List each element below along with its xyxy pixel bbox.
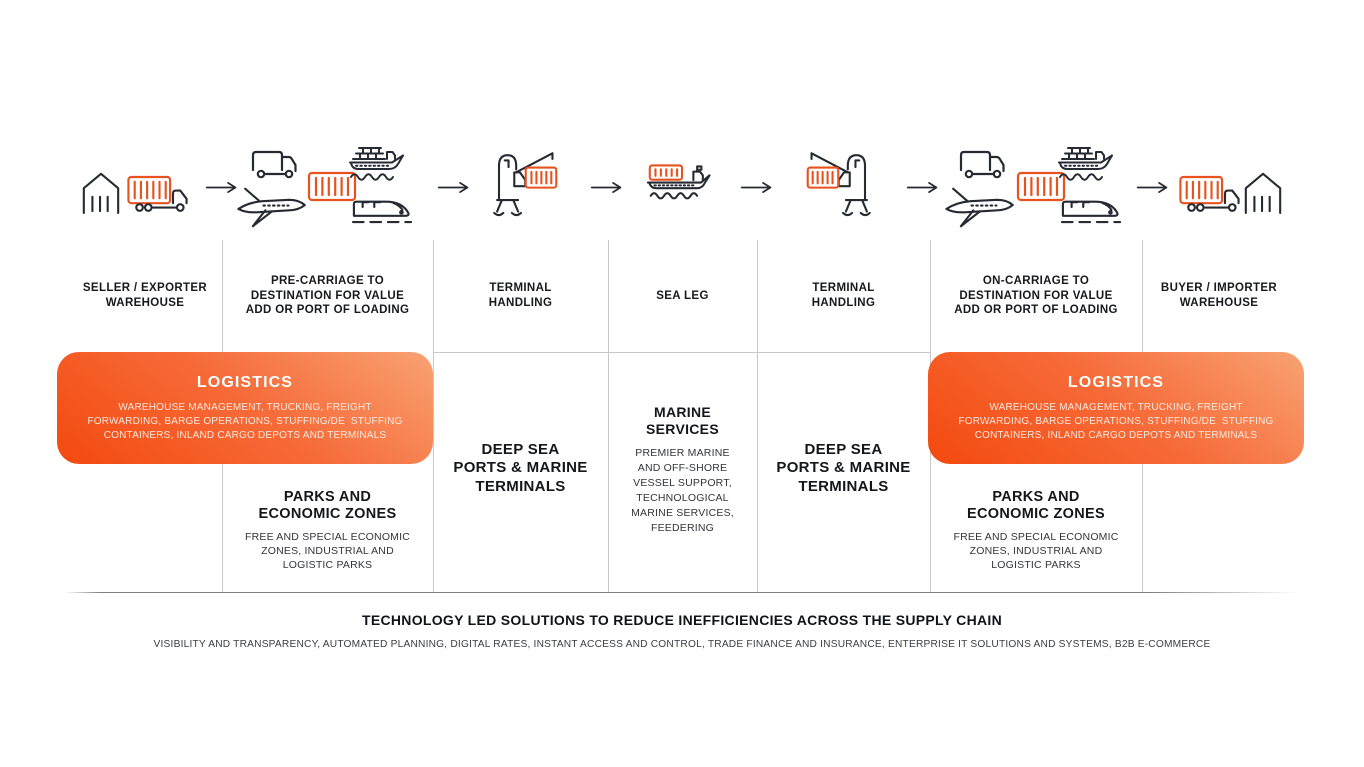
parks-economic-zones-right <box>930 489 1142 573</box>
container-truck-icon <box>1178 170 1240 215</box>
row-divider <box>433 352 930 353</box>
deep-sea-title-line: PORTS & MARINE <box>776 459 911 477</box>
marine-body-line: AND OFF-SHORE <box>637 461 728 474</box>
cargo-ship-icon <box>1056 144 1118 190</box>
logistics-body-line: FORWARDING, BARGE OPERATIONS, STUFFING/DE STUFFING <box>958 415 1274 427</box>
deep-sea-title <box>433 441 608 496</box>
stage-label-terminal-handling-2 <box>757 240 930 352</box>
crane-container-icon <box>478 142 562 218</box>
stage-label-sea-leg <box>608 240 757 352</box>
marine-body-line: FEEDERING <box>650 521 715 534</box>
stage-label-on-carriage <box>930 240 1142 352</box>
parks-body-line: LOGISTIC PARKS <box>282 558 373 571</box>
parks-body <box>222 531 433 573</box>
deep-sea-title-line: PORTS & MARINE <box>453 459 588 477</box>
logistics-body-line: FORWARDING, BARGE OPERATIONS, STUFFING/DE STUFFING <box>87 415 403 427</box>
marine-body-line: PREMIER MARINE <box>635 447 730 460</box>
parks-title-line: ECONOMIC ZONES <box>967 506 1105 523</box>
parks-title-line: PARKS AND <box>283 489 372 505</box>
stage-label-line: WAREHOUSE <box>105 297 185 309</box>
stage-label-line: ADD OR PORT OF LOADING <box>245 304 410 317</box>
deep-sea-title-line: DEEP SEA <box>481 441 560 458</box>
stage-label-pre-carriage <box>222 240 433 352</box>
deep-sea-ports-right <box>757 441 930 496</box>
flow-arrow-icon <box>437 181 471 194</box>
airplane-icon <box>941 182 1023 232</box>
container-truck-icon <box>126 170 188 215</box>
stage-label-line: DESTINATION FOR VALUE <box>959 289 1113 302</box>
parks-body-line: ZONES, INDUSTRIAL AND <box>261 545 394 558</box>
footer-title: TECHNOLOGY LED SOLUTIONS TO REDUCE INEFFICIENCIES ACROSS THE SUPPLY CHAIN <box>361 612 1003 628</box>
deep-sea-title-line: DEEP SEA <box>804 441 883 458</box>
stage-label-line: PRE-CARRIAGE TO <box>270 275 385 288</box>
stage-label-line: WAREHOUSE <box>1179 297 1259 309</box>
logistics-body <box>958 401 1273 443</box>
stage-label-line: BUYER / IMPORTER <box>1160 282 1278 295</box>
logistics-body-line: CONTAINERS, INLAND CARGO DEPOTS AND TERMINALS <box>103 429 387 441</box>
stage-label-line: TERMINAL <box>812 282 875 295</box>
flow-arrow-icon <box>740 181 774 194</box>
flow-arrow-icon <box>590 181 624 194</box>
warehouse-icon <box>80 169 122 215</box>
flow-arrow-icon <box>906 181 940 194</box>
deep-sea-title-line: TERMINALS <box>475 477 566 495</box>
container-ship-icon <box>646 160 718 206</box>
stage-label-terminal-handling-1 <box>433 240 608 352</box>
footer-subtitle: VISIBILITY AND TRANSPARENCY, AUTOMATED PLANNING, DIGITAL RATES, INSTANT ACCESS AND CONTROL, TRADE FINANCE AND INSURANCE, ENTERPRISE IT SOLUTIONS AND SYSTEMS, B2B E-COMMERCE <box>153 639 1211 650</box>
logistics-card-left <box>57 352 433 464</box>
logistics-body-line: CONTAINERS, INLAND CARGO DEPOTS AND TERMINALS <box>974 429 1258 441</box>
parks-body-line: ZONES, INDUSTRIAL AND <box>969 545 1103 558</box>
marine-title-line: SERVICES <box>646 420 719 437</box>
marine-title <box>608 404 757 437</box>
parks-body <box>930 531 1142 573</box>
deep-sea-title-line: TERMINALS <box>798 477 889 495</box>
logistics-title: LOGISTICS <box>196 373 294 391</box>
flow-arrow-icon <box>1136 181 1170 194</box>
freight-train-icon <box>1060 190 1124 226</box>
delivery-truck-icon <box>250 146 302 182</box>
parks-title <box>222 489 433 523</box>
stage-label-seller-exporter-warehouse <box>68 240 222 352</box>
stage-label-line: TERMINAL <box>489 282 552 295</box>
logistics-body-line: WAREHOUSE MANAGEMENT, TRUCKING, FREIGHT <box>989 401 1243 413</box>
stage-label-line: ON-CARRIAGE TO <box>982 275 1090 288</box>
marine-body-line: TECHNOLOGICAL <box>636 491 729 504</box>
stage-label-line: ADD OR PORT OF LOADING <box>954 304 1118 317</box>
freight-train-icon <box>351 190 415 226</box>
cargo-ship-icon <box>347 144 409 190</box>
parks-economic-zones-left <box>222 489 433 573</box>
stage-label-line: DESTINATION FOR VALUE <box>250 289 405 302</box>
baseline-divider <box>64 592 1298 593</box>
deep-sea-ports-left <box>433 441 608 496</box>
stage-label-buyer-importer-warehouse <box>1142 240 1296 352</box>
stage-label-line: HANDLING <box>811 297 876 309</box>
marine-title-line: MARINE <box>653 404 712 420</box>
parks-title <box>930 489 1142 523</box>
deep-sea-title <box>757 441 930 496</box>
parks-title-line: ECONOMIC ZONES <box>258 506 397 523</box>
marine-services <box>608 404 757 535</box>
logistics-body <box>87 401 402 443</box>
stage-label-line: SELLER / EXPORTER <box>82 282 208 295</box>
airplane-icon <box>233 182 315 232</box>
stage-label-line: SEA LEG <box>656 289 709 302</box>
marine-body-line: MARINE SERVICES, <box>631 506 734 519</box>
warehouse-icon <box>1242 169 1284 215</box>
parks-body-line: FREE AND SPECIAL ECONOMIC <box>953 531 1119 544</box>
marine-body-line: VESSEL SUPPORT, <box>633 476 732 489</box>
marine-body <box>608 446 757 535</box>
parks-body-line: FREE AND SPECIAL ECONOMIC <box>244 531 411 544</box>
parks-body-line: LOGISTIC PARKS <box>991 558 1081 571</box>
stage-label-line: HANDLING <box>488 297 553 309</box>
logistics-title: LOGISTICS <box>1067 373 1165 391</box>
delivery-truck-icon <box>958 146 1010 182</box>
container-crane-icon <box>802 142 886 218</box>
logistics-body-line: WAREHOUSE MANAGEMENT, TRUCKING, FREIGHT <box>118 401 372 413</box>
logistics-card-right <box>928 352 1304 464</box>
parks-title-line: PARKS AND <box>992 489 1080 505</box>
